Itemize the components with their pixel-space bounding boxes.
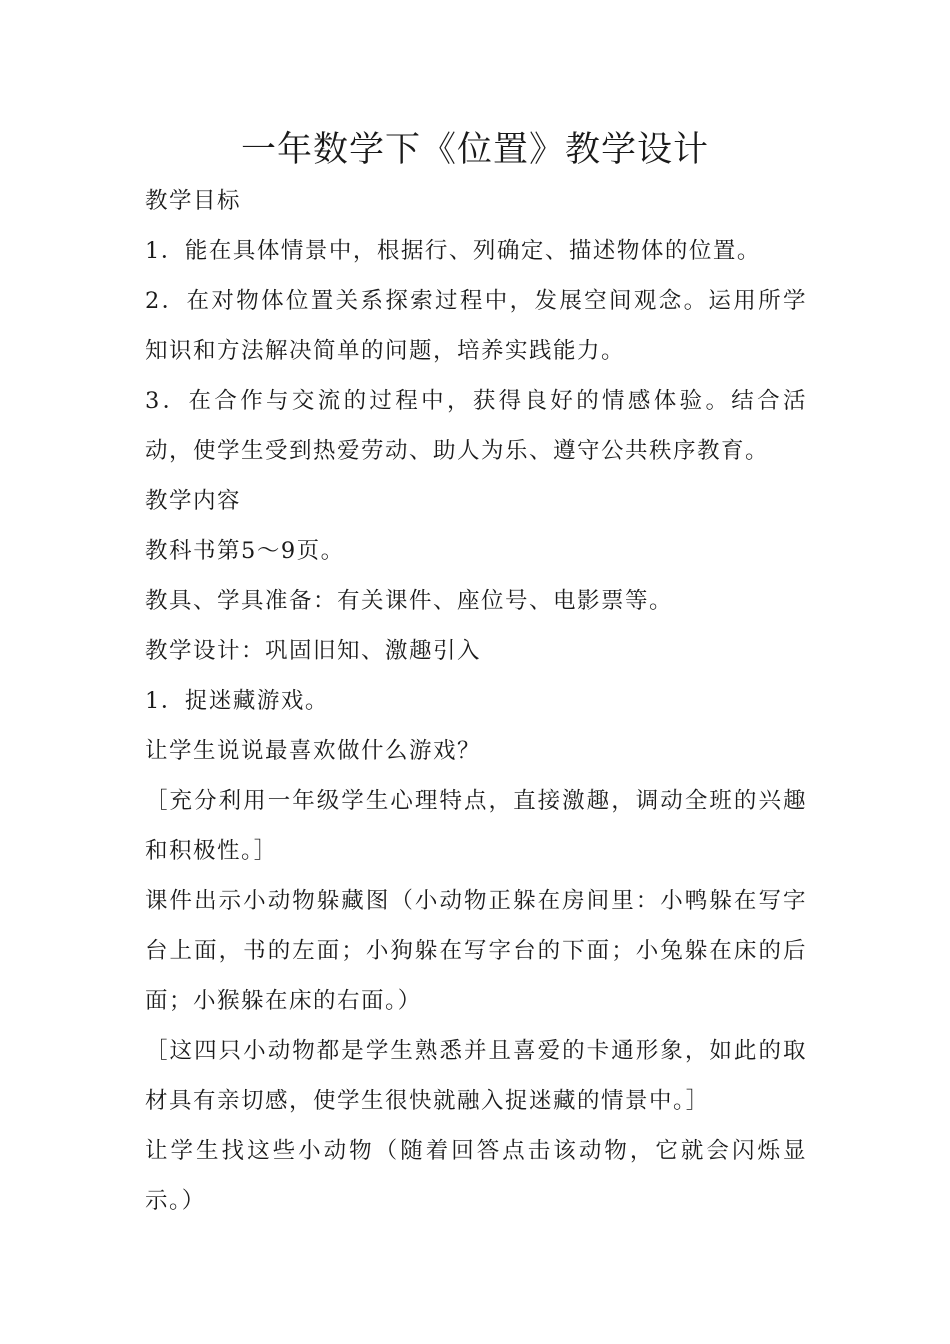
heading-teaching-goals: 教学目标: [145, 188, 242, 214]
document-body: [145, 176, 807, 1226]
note-interest: ［充分利用一年级学生心理特点，直接激趣，调动全班的兴趣和积极性。］: [145, 788, 807, 864]
teaching-design-heading: 教学设计：巩固旧知、激趣引入: [145, 638, 482, 664]
goal-item-3: 3．在合作与交流的过程中，获得良好的情感体验。结合活动，使学生受到热爱劳动、助人为乐、遵守公共秩序教育。: [145, 388, 807, 464]
textbook-pages: 教科书第5～9页。: [145, 538, 345, 564]
materials-preparation: 教具、学具准备：有关课件、座位号、电影票等。: [145, 588, 674, 614]
goal-item-1: 1．能在具体情景中，根据行、列确定、描述物体的位置。: [145, 238, 761, 264]
favorite-game-prompt: 让学生说说最喜欢做什么游戏？: [145, 738, 482, 764]
find-animals-instruction: 让学生找这些小动物（随着回答点击该动物，它就会闪烁显示。）: [145, 1138, 807, 1214]
activity-hide-and-seek: 1．捉迷藏游戏。: [145, 688, 329, 714]
document-title: 一年数学下《位置》教学设计: [240, 130, 709, 170]
heading-teaching-content: 教学内容: [145, 488, 242, 514]
note-cartoon-animals: ［这四只小动物都是学生熟悉并且喜爱的卡通形象，如此的取材具有亲切感，使学生很快就融入捉迷藏的情景中。］: [145, 1038, 807, 1114]
goal-item-2: 2．在对物体位置关系探索过程中，发展空间观念。运用所学知识和方法解决简单的问题，培养实践能力。: [145, 288, 807, 364]
courseware-animals: 课件出示小动物躲藏图（小动物正躲在房间里：小鸭躲在写字台上面，书的左面；小狗躲在写字台的下面；小兔躲在床的后面；小猴躲在床的右面。）: [145, 888, 807, 1014]
